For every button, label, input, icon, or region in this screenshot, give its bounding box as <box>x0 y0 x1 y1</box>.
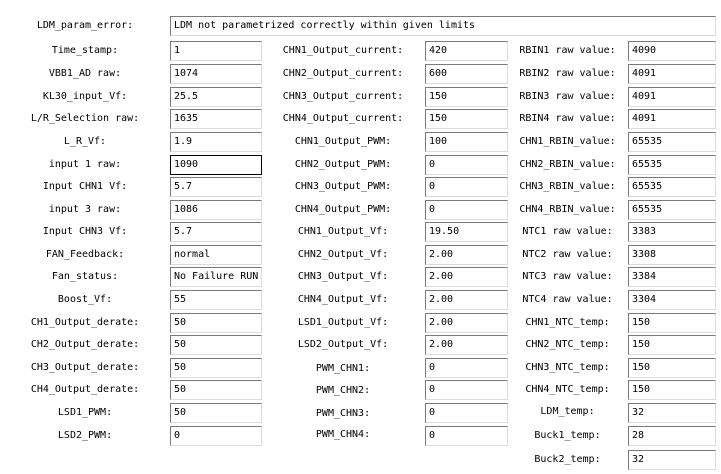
input-chn1-vf-field[interactable]: 5.7 <box>170 177 262 197</box>
chn4-output-pwm-field[interactable]: 0 <box>425 200 508 220</box>
lr-selection-raw-field[interactable]: 1635 <box>170 109 262 129</box>
ldm-param-error-label: LDM_param_error: <box>36 20 134 31</box>
ntc4-raw-value-field[interactable]: 3304 <box>628 290 716 310</box>
l-r-vf-field[interactable]: 1.9 <box>170 132 262 152</box>
chn2-rbin-value-field[interactable]: 65535 <box>628 155 716 175</box>
ch3-output-derate-field[interactable]: 50 <box>170 358 262 378</box>
chn4-ntc-temp-field[interactable]: 150 <box>628 380 716 400</box>
buck2-temp-label: Buck2_temp: <box>534 454 601 465</box>
ntc1-raw-value-field[interactable]: 3383 <box>628 222 716 242</box>
chn4-rbin-value-label: CHN4_RBIN_value: <box>519 204 616 215</box>
lsd1-pwm-label: LSD1_PWM: <box>57 407 113 418</box>
ntc3-raw-value-field[interactable]: 3384 <box>628 267 716 287</box>
kl30-input-vf-label: KL30_input_Vf: <box>42 91 128 102</box>
input-chn1-vf-label: Input CHN1 Vf: <box>42 181 128 192</box>
input-1-raw-label: input 1 raw: <box>48 159 122 170</box>
ch4-output-derate-label: CH4_Output_derate: <box>30 384 140 395</box>
ntc2-raw-value-label: NTC2 raw value: <box>522 249 613 260</box>
chn2-output-vf-label: CHN2_Output_Vf: <box>297 249 389 260</box>
chn1-rbin-value-field[interactable]: 65535 <box>628 132 716 152</box>
rbin1-raw-value-label: RBIN1 raw value: <box>519 45 616 56</box>
ch1-output-derate-label: CH1_Output_derate: <box>30 317 140 328</box>
vbb1-ad-raw-label: VBB1_AD raw: <box>48 68 122 79</box>
chn1-output-pwm-label: CHN1_Output_PWM: <box>294 136 392 147</box>
time-stamp-label: Time_stamp: <box>51 45 119 56</box>
chn2-ntc-temp-label: CHN2_NTC_temp: <box>525 339 610 350</box>
pwm-chn3-field[interactable]: 0 <box>425 403 508 423</box>
chn4-output-current-field[interactable]: 150 <box>425 109 508 129</box>
buck1-temp-field[interactable]: 28 <box>628 426 716 446</box>
buck2-temp-field[interactable]: 32 <box>628 450 716 470</box>
rbin4-raw-value-label: RBIN4 raw value: <box>519 113 616 124</box>
ntc2-raw-value-field[interactable]: 3308 <box>628 245 716 265</box>
chn3-output-vf-field[interactable]: 2.00 <box>425 267 508 287</box>
boost-vf-label: Boost_Vf: <box>57 294 113 305</box>
chn1-output-vf-field[interactable]: 19.50 <box>425 222 508 242</box>
boost-vf-field[interactable]: 55 <box>170 290 262 310</box>
rbin3-raw-value-field[interactable]: 4091 <box>628 87 716 107</box>
lr-selection-raw-label: L/R_Selection raw: <box>30 113 140 124</box>
input-3-raw-label: input 3 raw: <box>48 204 122 215</box>
buck1-temp-label: Buck1_temp: <box>534 430 601 441</box>
chn3-output-current-label: CHN3_Output_current: <box>282 91 404 102</box>
chn4-ntc-temp-label: CHN4_NTC_temp: <box>525 384 610 395</box>
pwm-chn1-label: PWM_CHN1: <box>315 363 371 374</box>
chn3-output-current-field[interactable]: 150 <box>425 87 508 107</box>
chn3-rbin-value-label: CHN3_RBIN_value: <box>519 181 616 192</box>
ntc1-raw-value-label: NTC1 raw value: <box>522 226 613 237</box>
ldm-temp-label: LDM_temp: <box>540 406 595 417</box>
input-chn3-vf-field[interactable]: 5.7 <box>170 222 262 242</box>
chn3-ntc-temp-label: CHN3_NTC_temp: <box>525 362 610 373</box>
rbin2-raw-value-field[interactable]: 4091 <box>628 64 716 84</box>
kl30-input-vf-field[interactable]: 25.5 <box>170 87 262 107</box>
fan-feedback-label: FAN_Feedback: <box>45 249 125 260</box>
chn2-output-current-label: CHN2_Output_current: <box>282 68 404 79</box>
chn1-output-vf-label: CHN1_Output_Vf: <box>297 226 389 237</box>
fan-feedback-field[interactable]: normal <box>170 245 262 265</box>
ldm-temp-field[interactable]: 32 <box>628 403 716 423</box>
chn4-output-pwm-label: CHN4_Output_PWM: <box>294 204 392 215</box>
ch3-output-derate-label: CH3_Output_derate: <box>30 362 140 373</box>
ch2-output-derate-label: CH2_Output_derate: <box>30 339 140 350</box>
l-r-vf-label: L_R_Vf: <box>63 136 107 147</box>
pwm-chn1-field[interactable]: 0 <box>425 358 508 378</box>
time-stamp-field[interactable]: 1 <box>170 41 262 61</box>
input-1-raw-field[interactable]: 1090 <box>170 155 262 175</box>
ch2-output-derate-field[interactable]: 50 <box>170 335 262 355</box>
chn3-rbin-value-field[interactable]: 65535 <box>628 177 716 197</box>
chn4-rbin-value-field[interactable]: 65535 <box>628 200 716 220</box>
chn2-output-pwm-label: CHN2_Output_PWM: <box>294 159 392 170</box>
chn1-ntc-temp-label: CHN1_NTC_temp: <box>525 317 610 328</box>
ldm-param-error-field[interactable]: LDM not parametrized correctly within given limits <box>170 16 716 36</box>
lsd2-pwm-label: LSD2_PWM: <box>57 430 113 441</box>
chn3-output-vf-label: CHN3_Output_Vf: <box>297 271 389 282</box>
pwm-chn2-field[interactable]: 0 <box>425 380 508 400</box>
pwm-chn2-label: PWM_CHN2: <box>315 385 371 396</box>
lsd2-pwm-field[interactable]: 0 <box>170 426 262 446</box>
lsd1-output-vf-field[interactable]: 2.00 <box>425 313 508 333</box>
ntc4-raw-value-label: NTC4 raw value: <box>522 294 613 305</box>
chn4-output-vf-label: CHN4_Output_Vf: <box>297 294 389 305</box>
chn2-output-vf-field[interactable]: 2.00 <box>425 245 508 265</box>
chn3-output-pwm-label: CHN3_Output_PWM: <box>294 181 392 192</box>
rbin1-raw-value-field[interactable]: 4090 <box>628 41 716 61</box>
lsd1-output-vf-label: LSD1_Output_Vf: <box>297 317 389 328</box>
chn2-ntc-temp-field[interactable]: 150 <box>628 335 716 355</box>
ntc3-raw-value-label: NTC3 raw value: <box>522 271 613 282</box>
chn1-ntc-temp-field[interactable]: 150 <box>628 313 716 333</box>
lsd1-pwm-field[interactable]: 50 <box>170 403 262 423</box>
lsd2-output-vf-field[interactable]: 2.00 <box>425 335 508 355</box>
chn1-rbin-value-label: CHN1_RBIN_value: <box>519 136 616 147</box>
input-chn3-vf-label: Input CHN3 Vf: <box>42 226 128 237</box>
chn2-output-pwm-field[interactable]: 0 <box>425 155 508 175</box>
ch4-output-derate-field[interactable]: 50 <box>170 380 262 400</box>
chn2-output-current-field[interactable]: 600 <box>425 64 508 84</box>
rbin4-raw-value-field[interactable]: 4091 <box>628 109 716 129</box>
chn3-ntc-temp-field[interactable]: 150 <box>628 358 716 378</box>
input-3-raw-field[interactable]: 1086 <box>170 200 262 220</box>
chn4-output-vf-field[interactable]: 2.00 <box>425 290 508 310</box>
vbb1-ad-raw-field[interactable]: 1074 <box>170 64 262 84</box>
lsd2-output-vf-label: LSD2_Output_Vf: <box>297 339 389 350</box>
chn1-output-pwm-field[interactable]: 100 <box>425 132 508 152</box>
pwm-chn4-field[interactable]: 0 <box>425 426 508 446</box>
chn1-output-current-label: CHN1_Output_current: <box>282 45 404 56</box>
chn2-rbin-value-label: CHN2_RBIN_value: <box>519 159 616 170</box>
fan-status-field[interactable]: No Failure RUN <box>170 267 262 287</box>
rbin3-raw-value-label: RBIN3 raw value: <box>519 91 616 102</box>
chn1-output-current-field[interactable]: 420 <box>425 41 508 61</box>
chn3-output-pwm-field[interactable]: 0 <box>425 177 508 197</box>
ch1-output-derate-field[interactable]: 50 <box>170 313 262 333</box>
rbin2-raw-value-label: RBIN2 raw value: <box>519 68 616 79</box>
fan-status-label: Fan_status: <box>51 271 119 282</box>
chn4-output-current-label: CHN4_Output_current: <box>282 113 404 124</box>
pwm-chn3-label: PWM_CHN3: <box>315 408 371 419</box>
pwm-chn4-label: PWM_CHN4: <box>315 429 371 440</box>
